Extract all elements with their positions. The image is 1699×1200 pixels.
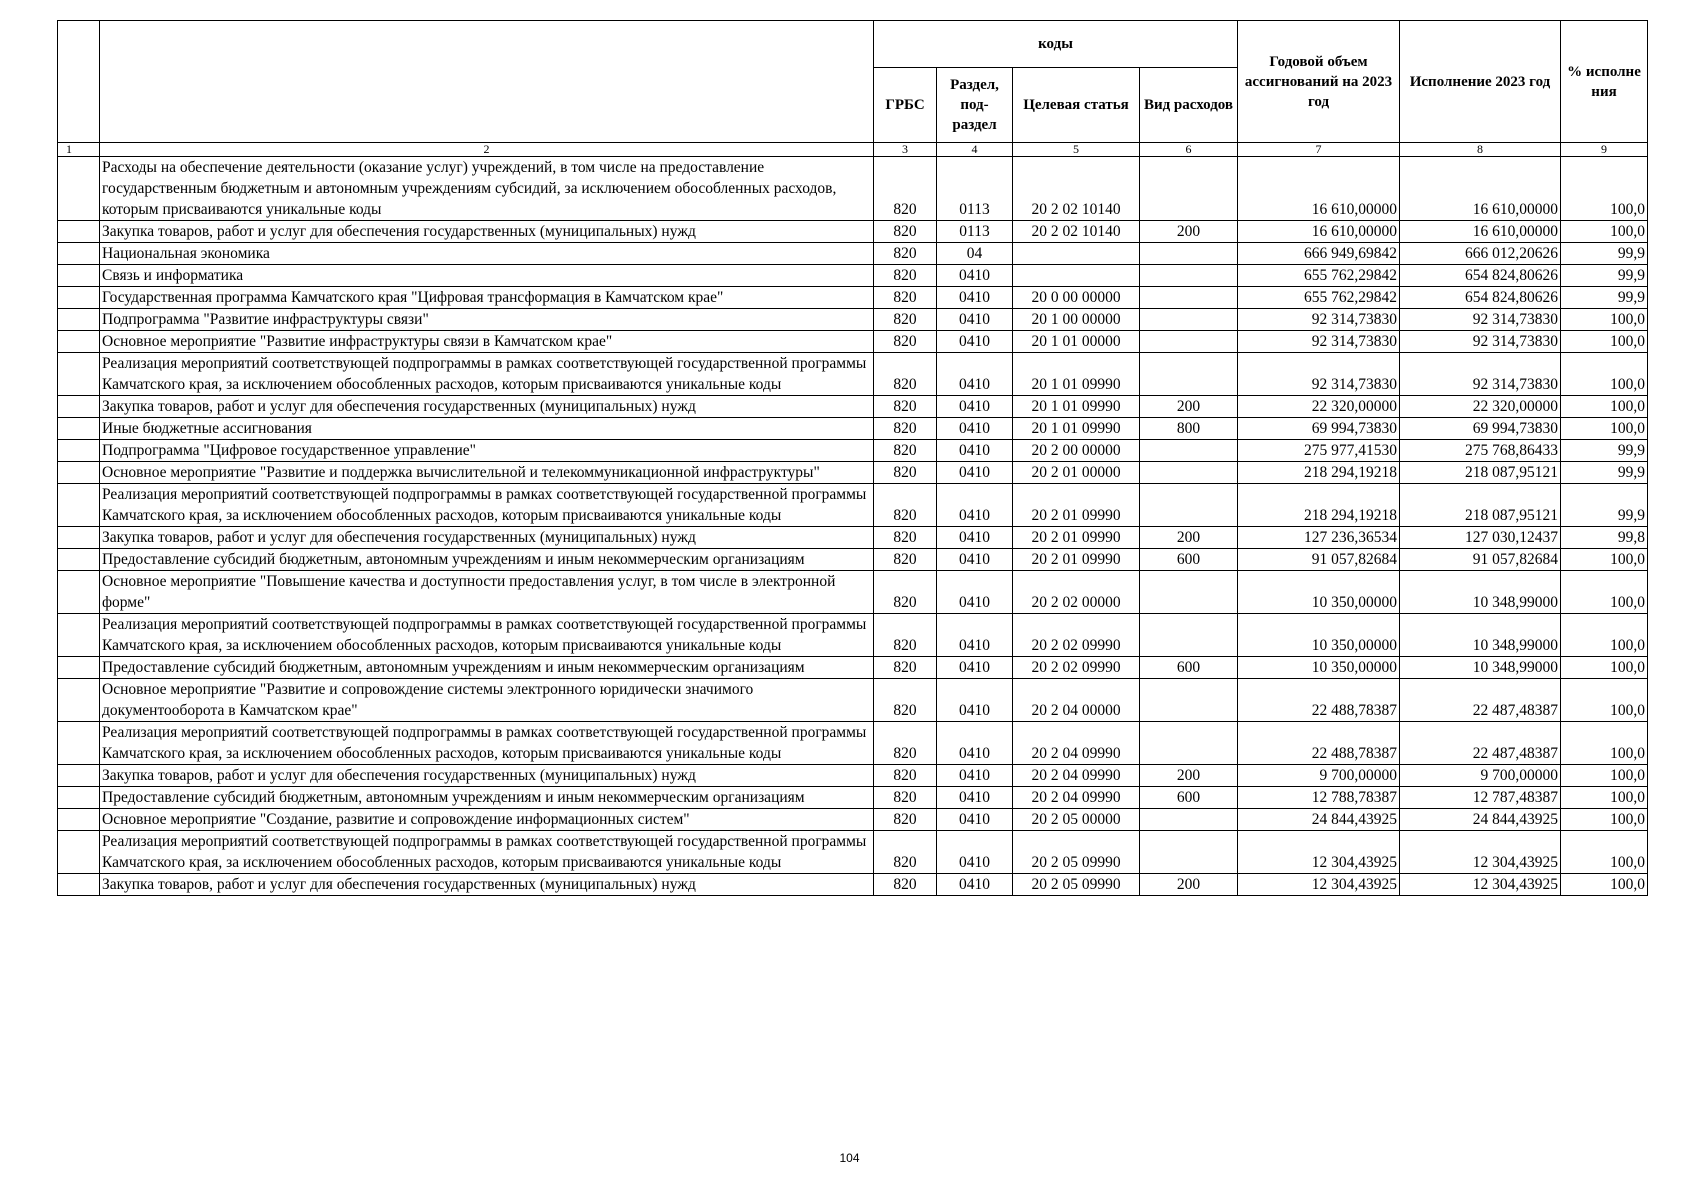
row-name: Связь и информатика bbox=[100, 265, 874, 287]
tselevaya-code: 20 2 02 00000 bbox=[1013, 571, 1140, 614]
budget-table-sheet bbox=[57, 20, 1647, 896]
vid-code: 600 bbox=[1140, 549, 1238, 571]
row-name: Закупка товаров, работ и услуг для обеспечения государственных (муниципальных) нужд bbox=[100, 527, 874, 549]
execution-percent: 100,0 bbox=[1561, 396, 1648, 418]
annual-allocation: 91 057,82684 bbox=[1238, 549, 1400, 571]
row-name: Основное мероприятие "Развитие и поддержка вычислительной и телекоммуникационной инфраструктуры" bbox=[100, 462, 874, 484]
grbs-code: 820 bbox=[874, 462, 937, 484]
table-row bbox=[58, 571, 1648, 614]
header-execution: Исполнение 2023 год bbox=[1400, 21, 1561, 143]
tselevaya-code bbox=[1013, 265, 1140, 287]
blank-cell bbox=[58, 657, 100, 679]
tselevaya-code: 20 2 05 09990 bbox=[1013, 831, 1140, 874]
annual-allocation: 655 762,29842 bbox=[1238, 265, 1400, 287]
table-row bbox=[58, 287, 1648, 309]
header-codes-group: коды bbox=[874, 21, 1238, 68]
grbs-code: 820 bbox=[874, 679, 937, 722]
execution-amount: 92 314,73830 bbox=[1400, 331, 1561, 353]
tselevaya-code: 20 2 02 10140 bbox=[1013, 157, 1140, 221]
grbs-code: 820 bbox=[874, 157, 937, 221]
execution-amount: 16 610,00000 bbox=[1400, 221, 1561, 243]
razdel-code: 0410 bbox=[937, 614, 1013, 657]
annual-allocation: 12 304,43925 bbox=[1238, 874, 1400, 896]
execution-amount: 10 348,99000 bbox=[1400, 571, 1561, 614]
grbs-code: 820 bbox=[874, 831, 937, 874]
tselevaya-code: 20 1 01 00000 bbox=[1013, 331, 1140, 353]
razdel-code: 0410 bbox=[937, 809, 1013, 831]
razdel-code: 0410 bbox=[937, 440, 1013, 462]
execution-amount: 666 012,20626 bbox=[1400, 243, 1561, 265]
annual-allocation: 9 700,00000 bbox=[1238, 765, 1400, 787]
vid-code bbox=[1140, 287, 1238, 309]
blank-cell bbox=[58, 874, 100, 896]
table-header bbox=[58, 21, 1648, 157]
execution-percent: 100,0 bbox=[1561, 614, 1648, 657]
execution-amount: 654 824,80626 bbox=[1400, 287, 1561, 309]
tselevaya-code: 20 2 01 00000 bbox=[1013, 462, 1140, 484]
grbs-code: 820 bbox=[874, 527, 937, 549]
execution-percent: 99,9 bbox=[1561, 287, 1648, 309]
table-row bbox=[58, 331, 1648, 353]
vid-code bbox=[1140, 809, 1238, 831]
column-number: 1 bbox=[58, 143, 100, 157]
annual-allocation: 10 350,00000 bbox=[1238, 614, 1400, 657]
row-name: Основное мероприятие "Развитие инфраструктуры связи в Камчатском крае" bbox=[100, 331, 874, 353]
annual-allocation: 12 788,78387 bbox=[1238, 787, 1400, 809]
execution-amount: 12 787,48387 bbox=[1400, 787, 1561, 809]
razdel-code: 0113 bbox=[937, 157, 1013, 221]
vid-code bbox=[1140, 571, 1238, 614]
column-number: 7 bbox=[1238, 143, 1400, 157]
vid-code bbox=[1140, 309, 1238, 331]
row-name: Подпрограмма "Развитие инфраструктуры связи" bbox=[100, 309, 874, 331]
execution-amount: 10 348,99000 bbox=[1400, 657, 1561, 679]
razdel-code: 0410 bbox=[937, 418, 1013, 440]
execution-amount: 12 304,43925 bbox=[1400, 831, 1561, 874]
execution-amount: 654 824,80626 bbox=[1400, 265, 1561, 287]
row-name: Национальная экономика bbox=[100, 243, 874, 265]
blank-cell bbox=[58, 549, 100, 571]
execution-percent: 99,9 bbox=[1561, 440, 1648, 462]
execution-percent: 99,9 bbox=[1561, 484, 1648, 527]
grbs-code: 820 bbox=[874, 331, 937, 353]
blank-cell bbox=[58, 722, 100, 765]
tselevaya-code: 20 2 05 00000 bbox=[1013, 809, 1140, 831]
annual-allocation: 275 977,41530 bbox=[1238, 440, 1400, 462]
header-percent: % исполне ния bbox=[1561, 21, 1648, 143]
razdel-code: 0410 bbox=[937, 679, 1013, 722]
annual-allocation: 127 236,36534 bbox=[1238, 527, 1400, 549]
tselevaya-code: 20 2 02 09990 bbox=[1013, 614, 1140, 657]
razdel-code: 0410 bbox=[937, 527, 1013, 549]
razdel-code: 0410 bbox=[937, 287, 1013, 309]
blank-cell bbox=[58, 418, 100, 440]
row-name: Основное мероприятие "Повышение качества и доступности предоставления услуг, в том числе в электронной форме" bbox=[100, 571, 874, 614]
execution-percent: 99,9 bbox=[1561, 243, 1648, 265]
tselevaya-code: 20 1 01 09990 bbox=[1013, 353, 1140, 396]
table-row bbox=[58, 418, 1648, 440]
annual-allocation: 69 994,73830 bbox=[1238, 418, 1400, 440]
table-row bbox=[58, 265, 1648, 287]
execution-percent: 100,0 bbox=[1561, 657, 1648, 679]
tselevaya-code: 20 2 01 09990 bbox=[1013, 484, 1140, 527]
annual-allocation: 12 304,43925 bbox=[1238, 831, 1400, 874]
vid-code: 800 bbox=[1140, 418, 1238, 440]
execution-percent: 100,0 bbox=[1561, 221, 1648, 243]
razdel-code: 0410 bbox=[937, 309, 1013, 331]
table-row bbox=[58, 679, 1648, 722]
blank-cell bbox=[58, 571, 100, 614]
annual-allocation: 22 488,78387 bbox=[1238, 722, 1400, 765]
annual-allocation: 16 610,00000 bbox=[1238, 157, 1400, 221]
table-row bbox=[58, 831, 1648, 874]
vid-code bbox=[1140, 353, 1238, 396]
vid-code bbox=[1140, 331, 1238, 353]
grbs-code: 820 bbox=[874, 396, 937, 418]
execution-amount: 9 700,00000 bbox=[1400, 765, 1561, 787]
row-name: Предоставление субсидий бюджетным, автономным учреждениям и иным некоммерческим организациям bbox=[100, 787, 874, 809]
blank-cell bbox=[58, 679, 100, 722]
execution-amount: 92 314,73830 bbox=[1400, 353, 1561, 396]
annual-allocation: 666 949,69842 bbox=[1238, 243, 1400, 265]
grbs-code: 820 bbox=[874, 874, 937, 896]
row-name: Закупка товаров, работ и услуг для обеспечения государственных (муниципальных) нужд bbox=[100, 396, 874, 418]
grbs-code: 820 bbox=[874, 309, 937, 331]
table-row bbox=[58, 874, 1648, 896]
table-row bbox=[58, 614, 1648, 657]
execution-amount: 275 768,86433 bbox=[1400, 440, 1561, 462]
blank-cell bbox=[58, 221, 100, 243]
tselevaya-code: 20 1 01 09990 bbox=[1013, 418, 1140, 440]
grbs-code: 820 bbox=[874, 287, 937, 309]
vid-code bbox=[1140, 722, 1238, 765]
vid-code: 600 bbox=[1140, 657, 1238, 679]
header-grbs: ГРБС bbox=[874, 68, 937, 143]
row-name: Закупка товаров, работ и услуг для обеспечения государственных (муниципальных) нужд bbox=[100, 874, 874, 896]
column-number: 3 bbox=[874, 143, 937, 157]
vid-code: 200 bbox=[1140, 396, 1238, 418]
grbs-code: 820 bbox=[874, 571, 937, 614]
table-row bbox=[58, 657, 1648, 679]
vid-code bbox=[1140, 614, 1238, 657]
execution-percent: 100,0 bbox=[1561, 787, 1648, 809]
table-row bbox=[58, 353, 1648, 396]
column-number: 4 bbox=[937, 143, 1013, 157]
tselevaya-code: 20 2 04 09990 bbox=[1013, 722, 1140, 765]
table-row bbox=[58, 527, 1648, 549]
execution-amount: 69 994,73830 bbox=[1400, 418, 1561, 440]
row-name: Основное мероприятие "Развитие и сопровождение системы электронного юридически значимого документооборота в Камчатском крае" bbox=[100, 679, 874, 722]
annual-allocation: 16 610,00000 bbox=[1238, 221, 1400, 243]
tselevaya-code: 20 2 01 09990 bbox=[1013, 549, 1140, 571]
blank-cell bbox=[58, 484, 100, 527]
execution-percent: 100,0 bbox=[1561, 353, 1648, 396]
blank-cell bbox=[58, 157, 100, 221]
row-name: Реализация мероприятий соответствующей подпрограммы в рамках соответствующей государственной программы Камчатского края, за исключением обособленных расходов, которым присваиваются уникальные коды bbox=[100, 614, 874, 657]
vid-code bbox=[1140, 679, 1238, 722]
header-annual-allocation: Годовой объем ассигнований на 2023 год bbox=[1238, 21, 1400, 143]
blank-cell bbox=[58, 809, 100, 831]
annual-allocation: 24 844,43925 bbox=[1238, 809, 1400, 831]
row-name: Подпрограмма "Цифровое государственное управление" bbox=[100, 440, 874, 462]
execution-amount: 218 087,95121 bbox=[1400, 462, 1561, 484]
razdel-code: 0410 bbox=[937, 265, 1013, 287]
annual-allocation: 92 314,73830 bbox=[1238, 309, 1400, 331]
blank-cell bbox=[58, 462, 100, 484]
execution-amount: 12 304,43925 bbox=[1400, 874, 1561, 896]
blank-cell bbox=[58, 287, 100, 309]
vid-code bbox=[1140, 265, 1238, 287]
blank-cell bbox=[58, 765, 100, 787]
blank-cell bbox=[58, 243, 100, 265]
annual-allocation: 10 350,00000 bbox=[1238, 657, 1400, 679]
vid-code: 600 bbox=[1140, 787, 1238, 809]
header-tselevaya: Целевая статья bbox=[1013, 68, 1140, 143]
tselevaya-code bbox=[1013, 243, 1140, 265]
blank-cell bbox=[58, 527, 100, 549]
table-row bbox=[58, 221, 1648, 243]
execution-amount: 24 844,43925 bbox=[1400, 809, 1561, 831]
table-row bbox=[58, 722, 1648, 765]
annual-allocation: 218 294,19218 bbox=[1238, 484, 1400, 527]
budget-execution-table bbox=[57, 20, 1648, 896]
header-vid: Вид расходов bbox=[1140, 68, 1238, 143]
razdel-code: 04 bbox=[937, 243, 1013, 265]
execution-percent: 100,0 bbox=[1561, 157, 1648, 221]
tselevaya-code: 20 2 02 09990 bbox=[1013, 657, 1140, 679]
header-blank-index bbox=[58, 21, 100, 143]
vid-code bbox=[1140, 831, 1238, 874]
grbs-code: 820 bbox=[874, 614, 937, 657]
table-body bbox=[58, 157, 1648, 896]
execution-percent: 100,0 bbox=[1561, 809, 1648, 831]
razdel-code: 0410 bbox=[937, 874, 1013, 896]
vid-code bbox=[1140, 484, 1238, 527]
tselevaya-code: 20 1 00 00000 bbox=[1013, 309, 1140, 331]
execution-percent: 100,0 bbox=[1561, 831, 1648, 874]
razdel-code: 0410 bbox=[937, 484, 1013, 527]
grbs-code: 820 bbox=[874, 809, 937, 831]
razdel-code: 0410 bbox=[937, 549, 1013, 571]
execution-percent: 100,0 bbox=[1561, 331, 1648, 353]
row-name: Государственная программа Камчатского края "Цифровая трансформация в Камчатском крае" bbox=[100, 287, 874, 309]
execution-amount: 22 320,00000 bbox=[1400, 396, 1561, 418]
grbs-code: 820 bbox=[874, 440, 937, 462]
annual-allocation: 218 294,19218 bbox=[1238, 462, 1400, 484]
header-razdel: Раздел, под-раздел bbox=[937, 68, 1013, 143]
tselevaya-code: 20 1 01 09990 bbox=[1013, 396, 1140, 418]
header-blank-name bbox=[100, 21, 874, 143]
vid-code: 200 bbox=[1140, 765, 1238, 787]
razdel-code: 0410 bbox=[937, 462, 1013, 484]
execution-percent: 100,0 bbox=[1561, 571, 1648, 614]
vid-code bbox=[1140, 440, 1238, 462]
vid-code bbox=[1140, 462, 1238, 484]
blank-cell bbox=[58, 353, 100, 396]
blank-cell bbox=[58, 614, 100, 657]
annual-allocation: 10 350,00000 bbox=[1238, 571, 1400, 614]
execution-percent: 100,0 bbox=[1561, 309, 1648, 331]
row-name: Реализация мероприятий соответствующей подпрограммы в рамках соответствующей государственной программы Камчатского края, за исключением обособленных расходов, которым присваиваются уникальные коды bbox=[100, 831, 874, 874]
grbs-code: 820 bbox=[874, 353, 937, 396]
vid-code bbox=[1140, 243, 1238, 265]
blank-cell bbox=[58, 265, 100, 287]
row-name: Закупка товаров, работ и услуг для обеспечения государственных (муниципальных) нужд bbox=[100, 765, 874, 787]
page-number: 104 bbox=[839, 1151, 860, 1165]
execution-percent: 99,9 bbox=[1561, 462, 1648, 484]
tselevaya-code: 20 2 00 00000 bbox=[1013, 440, 1140, 462]
grbs-code: 820 bbox=[874, 722, 937, 765]
grbs-code: 820 bbox=[874, 243, 937, 265]
row-name: Предоставление субсидий бюджетным, автономным учреждениям и иным некоммерческим организациям bbox=[100, 549, 874, 571]
grbs-code: 820 bbox=[874, 418, 937, 440]
tselevaya-code: 20 0 00 00000 bbox=[1013, 287, 1140, 309]
annual-allocation: 92 314,73830 bbox=[1238, 331, 1400, 353]
execution-amount: 218 087,95121 bbox=[1400, 484, 1561, 527]
execution-amount: 127 030,12437 bbox=[1400, 527, 1561, 549]
razdel-code: 0410 bbox=[937, 396, 1013, 418]
razdel-code: 0410 bbox=[937, 571, 1013, 614]
table-row bbox=[58, 484, 1648, 527]
execution-amount: 92 314,73830 bbox=[1400, 309, 1561, 331]
table-row bbox=[58, 765, 1648, 787]
blank-cell bbox=[58, 396, 100, 418]
column-number: 5 bbox=[1013, 143, 1140, 157]
vid-code: 200 bbox=[1140, 874, 1238, 896]
razdel-code: 0410 bbox=[937, 765, 1013, 787]
table-row bbox=[58, 309, 1648, 331]
execution-percent: 99,9 bbox=[1561, 265, 1648, 287]
column-number: 9 bbox=[1561, 143, 1648, 157]
razdel-code: 0113 bbox=[937, 221, 1013, 243]
execution-amount: 22 487,48387 bbox=[1400, 679, 1561, 722]
table-row bbox=[58, 243, 1648, 265]
execution-percent: 100,0 bbox=[1561, 765, 1648, 787]
row-name: Основное мероприятие "Создание, развитие и сопровождение информационных систем" bbox=[100, 809, 874, 831]
row-name: Предоставление субсидий бюджетным, автономным учреждениям и иным некоммерческим организациям bbox=[100, 657, 874, 679]
execution-percent: 100,0 bbox=[1561, 679, 1648, 722]
execution-amount: 16 610,00000 bbox=[1400, 157, 1561, 221]
execution-percent: 100,0 bbox=[1561, 874, 1648, 896]
razdel-code: 0410 bbox=[937, 787, 1013, 809]
razdel-code: 0410 bbox=[937, 657, 1013, 679]
table-row bbox=[58, 787, 1648, 809]
vid-code: 200 bbox=[1140, 527, 1238, 549]
table-row bbox=[58, 157, 1648, 221]
column-number: 2 bbox=[100, 143, 874, 157]
table-row bbox=[58, 462, 1648, 484]
execution-percent: 99,8 bbox=[1561, 527, 1648, 549]
column-number-row bbox=[58, 143, 1648, 157]
table-row bbox=[58, 549, 1648, 571]
blank-cell bbox=[58, 787, 100, 809]
razdel-code: 0410 bbox=[937, 831, 1013, 874]
blank-cell bbox=[58, 440, 100, 462]
blank-cell bbox=[58, 309, 100, 331]
grbs-code: 820 bbox=[874, 765, 937, 787]
row-name: Реализация мероприятий соответствующей подпрограммы в рамках соответствующей государственной программы Камчатского края, за исключением обособленных расходов, которым присваиваются уникальные коды bbox=[100, 484, 874, 527]
column-number: 8 bbox=[1400, 143, 1561, 157]
blank-cell bbox=[58, 831, 100, 874]
execution-percent: 100,0 bbox=[1561, 722, 1648, 765]
execution-percent: 100,0 bbox=[1561, 418, 1648, 440]
grbs-code: 820 bbox=[874, 484, 937, 527]
annual-allocation: 92 314,73830 bbox=[1238, 353, 1400, 396]
tselevaya-code: 20 2 01 09990 bbox=[1013, 527, 1140, 549]
table-row bbox=[58, 440, 1648, 462]
tselevaya-code: 20 2 04 09990 bbox=[1013, 787, 1140, 809]
table-row bbox=[58, 396, 1648, 418]
tselevaya-code: 20 2 04 00000 bbox=[1013, 679, 1140, 722]
razdel-code: 0410 bbox=[937, 353, 1013, 396]
table-row bbox=[58, 809, 1648, 831]
razdel-code: 0410 bbox=[937, 331, 1013, 353]
row-name: Закупка товаров, работ и услуг для обеспечения государственных (муниципальных) нужд bbox=[100, 221, 874, 243]
grbs-code: 820 bbox=[874, 549, 937, 571]
row-name: Реализация мероприятий соответствующей подпрограммы в рамках соответствующей государственной программы Камчатского края, за исключением обособленных расходов, которым присваиваются уникальные коды bbox=[100, 353, 874, 396]
row-name: Реализация мероприятий соответствующей подпрограммы в рамках соответствующей государственной программы Камчатского края, за исключением обособленных расходов, которым присваиваются уникальные коды bbox=[100, 722, 874, 765]
annual-allocation: 655 762,29842 bbox=[1238, 287, 1400, 309]
execution-percent: 100,0 bbox=[1561, 549, 1648, 571]
execution-amount: 91 057,82684 bbox=[1400, 549, 1561, 571]
grbs-code: 820 bbox=[874, 221, 937, 243]
execution-amount: 10 348,99000 bbox=[1400, 614, 1561, 657]
row-name: Иные бюджетные ассигнования bbox=[100, 418, 874, 440]
tselevaya-code: 20 2 04 09990 bbox=[1013, 765, 1140, 787]
row-name: Расходы на обеспечение деятельности (оказание услуг) учреждений, в том числе на предоставление государственным бюджетным и автономным учреждениям субсидий, за исключением обособленных расходов, которым присваиваются уникальные коды bbox=[100, 157, 874, 221]
grbs-code: 820 bbox=[874, 787, 937, 809]
grbs-code: 820 bbox=[874, 657, 937, 679]
vid-code: 200 bbox=[1140, 221, 1238, 243]
grbs-code: 820 bbox=[874, 265, 937, 287]
column-number: 6 bbox=[1140, 143, 1238, 157]
razdel-code: 0410 bbox=[937, 722, 1013, 765]
tselevaya-code: 20 2 05 09990 bbox=[1013, 874, 1140, 896]
blank-cell bbox=[58, 331, 100, 353]
tselevaya-code: 20 2 02 10140 bbox=[1013, 221, 1140, 243]
annual-allocation: 22 320,00000 bbox=[1238, 396, 1400, 418]
annual-allocation: 22 488,78387 bbox=[1238, 679, 1400, 722]
execution-amount: 22 487,48387 bbox=[1400, 722, 1561, 765]
vid-code bbox=[1140, 157, 1238, 221]
